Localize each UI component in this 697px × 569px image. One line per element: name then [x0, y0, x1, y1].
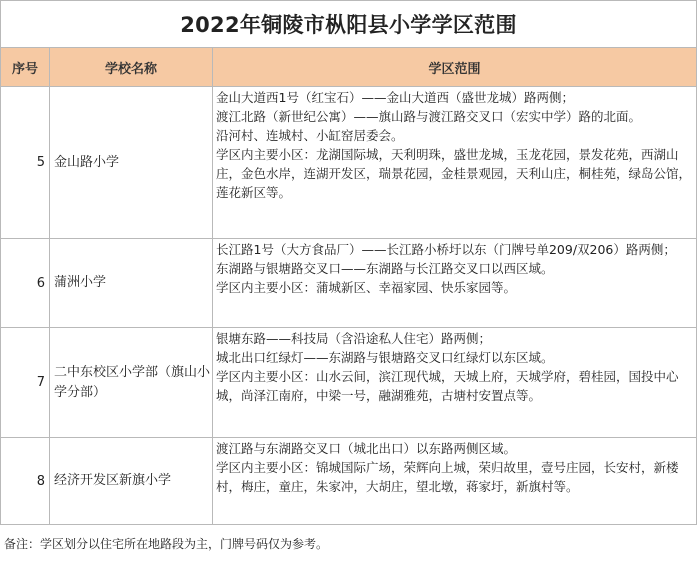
range-line: 东湖路与银塘路交叉口——东湖路与长江路交叉口以西区域。 — [216, 261, 554, 276]
range-line: 城北出口红绿灯——东湖路与银塘路交叉口红绿灯以东区域。 — [216, 350, 554, 365]
header-index: 序号 — [1, 48, 50, 87]
row-number: 5 — [1, 87, 50, 239]
range-line: 学区内主要小区：龙湖国际城，天利明珠，盛世龙城，玉龙花园，景发花苑，西湖山庄，金色水岸，连湖开发区，瑞景花园，金桂景观园，天利山庄，桐桂苑，绿岛公馆，莲花新区等。 — [216, 147, 692, 200]
row-number: 6 — [1, 239, 50, 328]
range-line: 银塘东路——科技局（含沿途私人住宅）路两侧； — [216, 331, 492, 346]
table-row — [1, 87, 697, 239]
range-line: 沿河村、连城村、小缸窑居委会。 — [216, 128, 404, 143]
district-range — [213, 239, 697, 328]
range-line: 渡江北路（新世纪公寓）——旗山路与渡江路交叉口（宏实中学）路的北面。 — [216, 109, 642, 124]
range-line: 长江路1号（大方食品厂）——长江路小桥圩以东（门牌号单209/双206）路两侧； — [216, 242, 676, 257]
table-row — [1, 328, 697, 438]
header-row — [1, 48, 697, 87]
range-line: 学区内主要小区：蒲城新区、幸福家园、快乐家园等。 — [216, 280, 517, 295]
table-row — [1, 239, 697, 328]
range-line: 学区内主要小区：山水云间，滨江现代城，天城上府，天城学府，碧桂园，国投中心城，尚泽江南府，中梁一号，融湖雅苑，古塘村安置点等。 — [216, 369, 679, 403]
footnote: 备注：学区划分以住宅所在地路段为主，门牌号码仅为参考。 — [4, 537, 329, 551]
range-line: 金山大道西1号（红宝石）——金山大道西（盛世龙城）路两侧； — [216, 90, 574, 105]
district-range — [213, 328, 697, 438]
school-name: 金山路小学 — [50, 87, 213, 239]
range-line: 学区内主要小区：锦城国际广场，荣辉向上城，荣归故里，壹号庄园，长安村，新楼村，梅庄，童庄，朱家冲，大胡庄，望北墩，蒋家圩，新旗村等。 — [216, 460, 679, 494]
header-area: 学区范围 — [213, 48, 697, 87]
district-range — [213, 87, 697, 239]
table-title: 2022年铜陵市枞阳县小学学区范围 — [1, 1, 697, 48]
range-line: 渡江路与东湖路交叉口（城北出口）以东路两侧区域。 — [216, 441, 517, 456]
school-name: 经济开发区新旗小学 — [50, 438, 213, 525]
table-row — [1, 438, 697, 525]
school-name: 二中东校区小学部（旗山小学分部） — [50, 328, 213, 438]
district-range — [213, 438, 697, 525]
row-number: 8 — [1, 438, 50, 525]
header-school: 学校名称 — [50, 48, 213, 87]
row-number: 7 — [1, 328, 50, 438]
school-name: 蒲洲小学 — [50, 239, 213, 328]
